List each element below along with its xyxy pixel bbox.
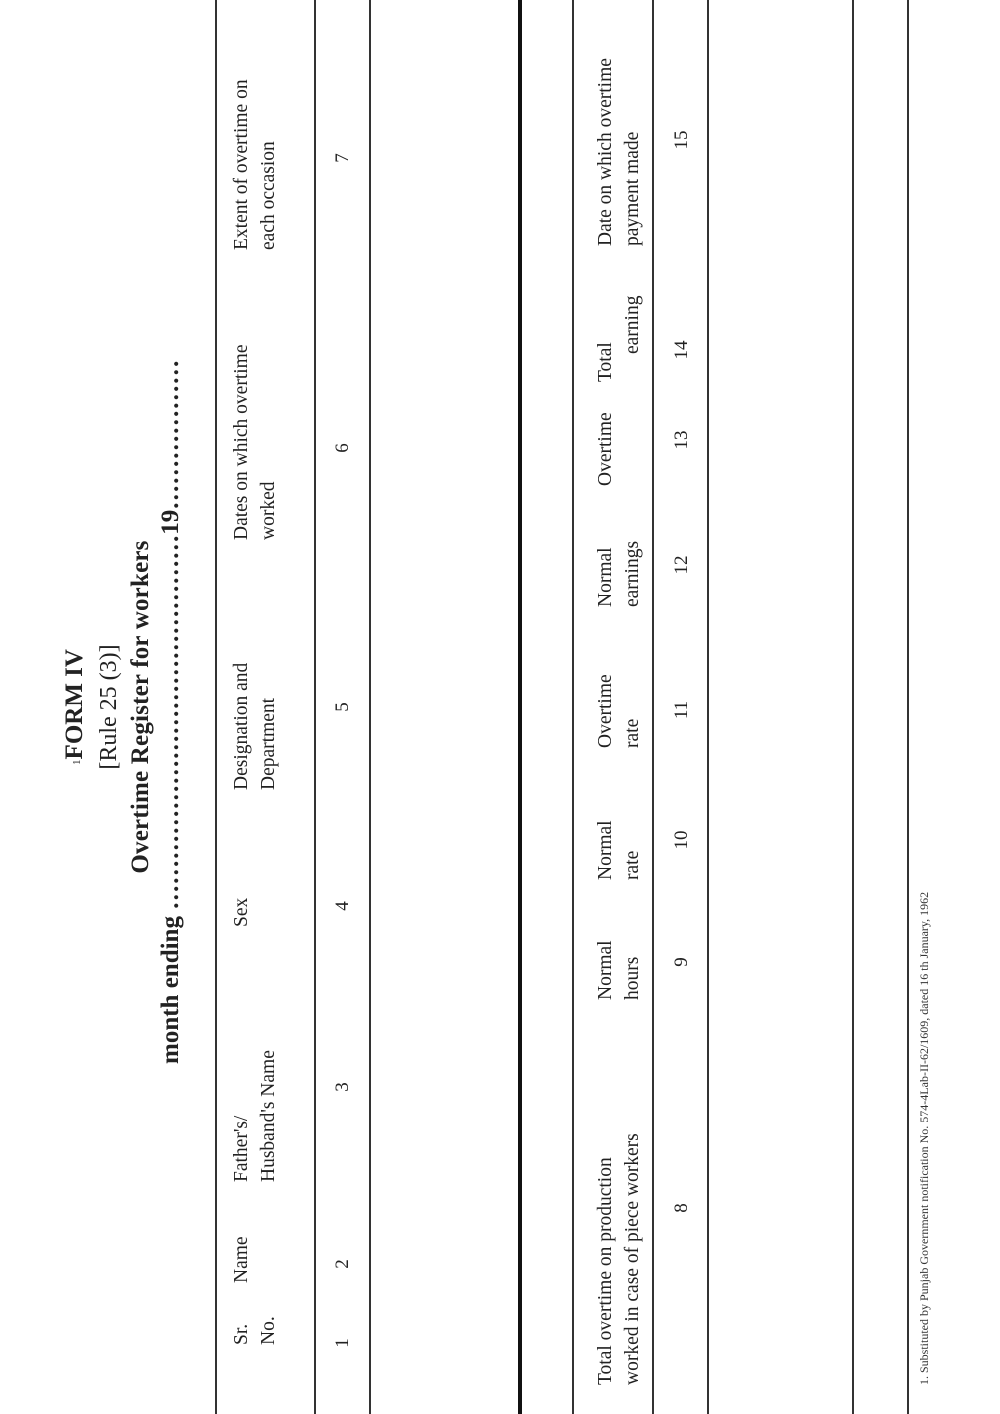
- header-line: worked in case of piece workers: [622, 1133, 643, 1385]
- header-line: Father's/: [231, 1115, 252, 1182]
- col-number: 2: [332, 1259, 353, 1269]
- month-ending-label: month ending: [157, 916, 184, 1064]
- footnote-marker: 1: [71, 759, 83, 765]
- col-sr-no-header: [228, 1316, 282, 1345]
- header-line: Date on which overtime: [595, 58, 616, 246]
- header-line: earning: [622, 295, 643, 354]
- col-sex-header: [228, 898, 255, 927]
- month-ending-line: [156, 360, 186, 1064]
- col-normal-rate-header: [592, 820, 646, 880]
- col-total-overtime-piece-header: [592, 1133, 646, 1385]
- col-normal-earnings-header: [592, 541, 646, 607]
- header-line: hours: [622, 956, 643, 1000]
- header-line: Overtime: [595, 412, 616, 486]
- col-overtime-header: [592, 412, 619, 486]
- table2-header-rule: [652, 0, 654, 1414]
- header-line: Sr.: [231, 1323, 252, 1345]
- register-heading: Overtime Register for workers: [127, 540, 154, 874]
- col-number: 7: [332, 153, 353, 163]
- header-line: Total: [595, 342, 616, 382]
- header-line: Normal: [595, 940, 616, 1000]
- col-number: 11: [671, 700, 692, 720]
- col-designation-header: [228, 663, 282, 790]
- col-total-earning-header: [592, 296, 646, 382]
- col-number: 3: [332, 1082, 353, 1092]
- header-line: worked: [258, 481, 279, 540]
- header-line: Name: [231, 1236, 252, 1283]
- col-number: 5: [332, 702, 353, 712]
- table1-numbers-rule: [369, 0, 371, 1414]
- header-line: payment made: [622, 131, 643, 246]
- header-line: Normal: [595, 547, 616, 607]
- col-number: 12: [671, 555, 692, 575]
- col-number: 14: [671, 340, 692, 360]
- header-line: Sex: [231, 897, 252, 927]
- col-normal-hours-header: [592, 940, 646, 1000]
- table1-header-rule: [314, 0, 316, 1414]
- form-title-text: FORM IV: [61, 649, 88, 760]
- footnote-rule: [907, 0, 909, 1414]
- year-blank: ………………: [157, 359, 184, 510]
- header-line: Dates on which overtime: [231, 344, 252, 540]
- col-overtime-rate-header: [592, 674, 646, 748]
- col-extent-overtime-header: [228, 79, 282, 250]
- header-line: earnings: [622, 540, 643, 607]
- header-line: rate: [622, 850, 643, 880]
- header-line: Husband's Name: [258, 1050, 279, 1182]
- col-name-header: [228, 1236, 255, 1283]
- table2-bottom-rule: [852, 0, 854, 1414]
- table2-top-rule: [572, 0, 574, 1414]
- col-number: 1: [332, 1338, 353, 1348]
- col-dates-overtime-header: [228, 345, 282, 541]
- col-number: 6: [332, 443, 353, 453]
- col-number: 10: [671, 830, 692, 850]
- form-title: [60, 0, 90, 1414]
- header-line: Normal: [595, 820, 616, 880]
- table1-top-rule: [215, 0, 217, 1414]
- header-line: Total overtime on production: [595, 1157, 616, 1385]
- col-number: 8: [671, 1203, 692, 1213]
- footnote: 1. Substituted by Punjab Government notification No. 574-4Lab-II-62/1609, dated 16 th January, 1962: [917, 891, 931, 1385]
- col-number: 15: [671, 130, 692, 150]
- table1-bottom-rule: [518, 0, 522, 1414]
- col-father-husband-header: [228, 1050, 282, 1182]
- year-prefix: 19: [157, 509, 184, 535]
- header-line: Overtime: [595, 674, 616, 748]
- table2-numbers-rule: [707, 0, 709, 1414]
- col-number: 9: [671, 957, 692, 967]
- header-line: rate: [622, 718, 643, 748]
- col-date-payment-header: [592, 58, 646, 246]
- header-line: Department: [258, 697, 279, 790]
- col-number: 13: [671, 430, 692, 450]
- header-line: Designation and: [231, 662, 252, 790]
- rule-reference: [Rule 25 (3)]: [96, 644, 122, 770]
- month-ending-blank: ………………………………………: [157, 534, 184, 910]
- header-line: No.: [258, 1316, 279, 1345]
- col-number: 4: [332, 901, 353, 911]
- header-line: Extent of overtime on: [231, 79, 252, 250]
- header-line: each occasion: [258, 141, 279, 250]
